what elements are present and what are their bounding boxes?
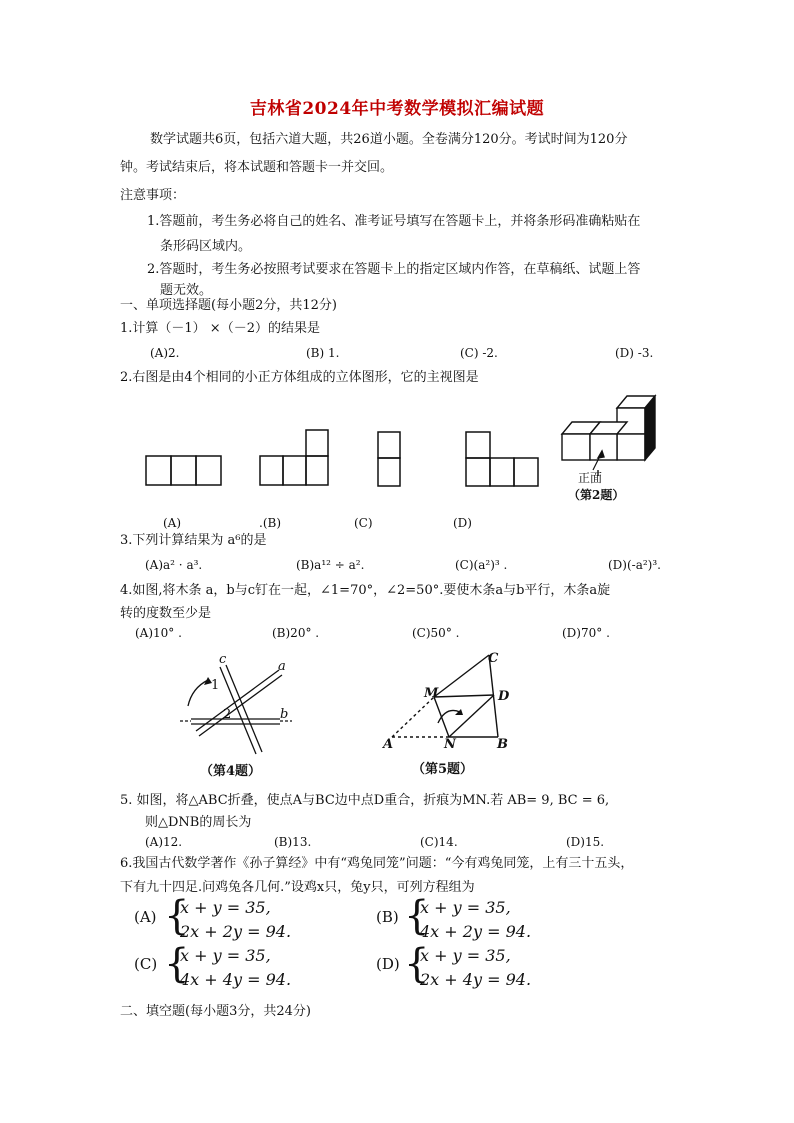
q3-stem: 3.下列计算结果为 a⁶的是 <box>120 533 267 548</box>
q6-option-a-eq2: 2x + 2y = 94. <box>180 922 292 941</box>
q2-option-d: (D) <box>453 516 472 530</box>
q4-label-c: c <box>219 652 227 667</box>
q5-label-n: N <box>444 737 456 752</box>
q6-option-d-label: (D) <box>376 955 400 973</box>
q2-front-label: 正面 <box>578 471 603 485</box>
page-title: 吉林省2024年中考数学模拟汇编试题 <box>249 99 545 119</box>
q4-stem-line-1: 4.如图,将木条 a，b与c钉在一起，∠1=70°，∠2=50°.要使木条a与b平行，木条a旋 <box>120 583 611 598</box>
q5-option-c: (C)14. <box>420 835 458 849</box>
notice-heading: 注意事项： <box>120 188 186 203</box>
q4-option-d: (D)70° . <box>562 626 610 640</box>
q3-option-b: (B)a¹² ÷ a². <box>296 558 365 572</box>
q6-option-c-label: (C) <box>134 955 158 973</box>
q5-stem-line-2: 则△DNB的周长为 <box>145 815 252 830</box>
q1-stem: 1.计算（－1） ×（－2）的结果是 <box>120 321 320 336</box>
q1-option-d: (D) -3. <box>615 346 654 360</box>
q1-option-a: (A)2. <box>150 346 180 360</box>
q5-label-a: A <box>383 737 394 752</box>
notice-item-1-line-1: 1.答题前，考生务必将自己的姓名、准考证号填写在答题卡上，并将条形码准确粘贴在 <box>147 214 641 229</box>
q2-stem: 2.右图是由4个相同的小正方体组成的立体图形，它的主视图是 <box>120 370 479 385</box>
q6-option-b-eq1: x + y = 35, <box>420 898 511 917</box>
q6-stem-line-1: 6.我国古代数学著作《孙子算经》中有“鸡兔同笼”问题：“今有鸡兔同笼，上有三十五头， <box>120 856 634 871</box>
q5-option-a: (A)12. <box>145 835 183 849</box>
notice-item-2-line-1: 2.答题时，考生务必按照考试要求在答题卡上的指定区域内作答，在草稿纸、试题上答 <box>147 262 641 277</box>
q5-option-b: (B)13. <box>274 835 312 849</box>
notice-item-1-line-2: 条形码区域内。 <box>160 239 252 254</box>
q4-figure-caption: （第4题） <box>200 764 262 779</box>
q6-option-a-eq1: x + y = 35, <box>180 898 271 917</box>
q6-option-a-brace: { <box>164 893 190 939</box>
section-1-heading: 一、单项选择题(每小题2分，共12分) <box>120 298 337 313</box>
q4-label-b: b <box>280 707 289 722</box>
q6-option-d-eq1: x + y = 35, <box>420 946 511 965</box>
q6-option-b-eq2: 4x + 2y = 94. <box>420 922 532 941</box>
q2-option-b: .(B) <box>259 516 281 530</box>
q3-option-d: (D)(-a²)³. <box>608 558 661 572</box>
q6-option-a-label: (A) <box>134 908 157 926</box>
q2-figure-caption: （第2题） <box>568 488 625 502</box>
q6-option-c-brace: { <box>164 941 190 987</box>
section-2-heading: 二、填空题(每小题3分，共24分) <box>120 1004 311 1019</box>
q6-option-b-label: (B) <box>376 908 399 926</box>
q4-label-a: a <box>278 659 286 674</box>
q3-option-a: (A)a² · a³. <box>145 558 203 572</box>
q4-option-c: (C)50° . <box>412 626 460 640</box>
q5-label-c: C <box>488 651 499 666</box>
q5-label-d: D <box>498 689 510 704</box>
q2-option-a: (A) <box>163 516 182 530</box>
q1-option-c: (C) -2. <box>460 346 498 360</box>
q6-option-d-eq2: 2x + 4y = 94. <box>420 970 532 989</box>
q5-figure-caption: （第5题） <box>412 762 474 777</box>
q6-option-c-eq1: x + y = 35, <box>180 946 271 965</box>
q6-option-d-brace: { <box>404 941 430 987</box>
q3-option-c: (C)(a²)³ . <box>455 558 508 572</box>
q5-label-b: B <box>497 737 508 752</box>
q4-option-a: (A)10° . <box>135 626 182 640</box>
q4-stem-line-2: 转的度数至少是 <box>120 606 212 621</box>
q6-stem-line-2: 下有九十四足.问鸡兔各几何.”设鸡x只，兔y只，可列方程组为 <box>120 880 475 895</box>
q1-option-b: (B) 1. <box>306 346 340 360</box>
q5-stem-line-1: 5. 如图，将△ABC折叠，使点A与BC边中点D重合，折痕为MN.若 AB= 9, BC = 6, <box>120 793 610 808</box>
notice-item-2-line-2: 题无效。 <box>160 283 213 298</box>
intro-line-2: 钟。考试结束后，将本试题和答题卡一并交回。 <box>120 160 394 175</box>
q4-option-b: (B)20° . <box>272 626 320 640</box>
q4-label-angle-1: 1 <box>211 678 220 693</box>
q4-label-angle-2: 2 <box>223 707 232 722</box>
q6-option-c-eq2: 4x + 4y = 94. <box>180 970 292 989</box>
intro-line-1: 数学试题共6页，包括六道大题，共26道小题。全卷满分120分。考试时间为120分 <box>150 132 628 147</box>
q6-option-b-brace: { <box>404 893 430 939</box>
q2-option-c: (C) <box>354 516 373 530</box>
q5-option-d: (D)15. <box>566 835 605 849</box>
q5-label-m: M <box>424 686 439 701</box>
